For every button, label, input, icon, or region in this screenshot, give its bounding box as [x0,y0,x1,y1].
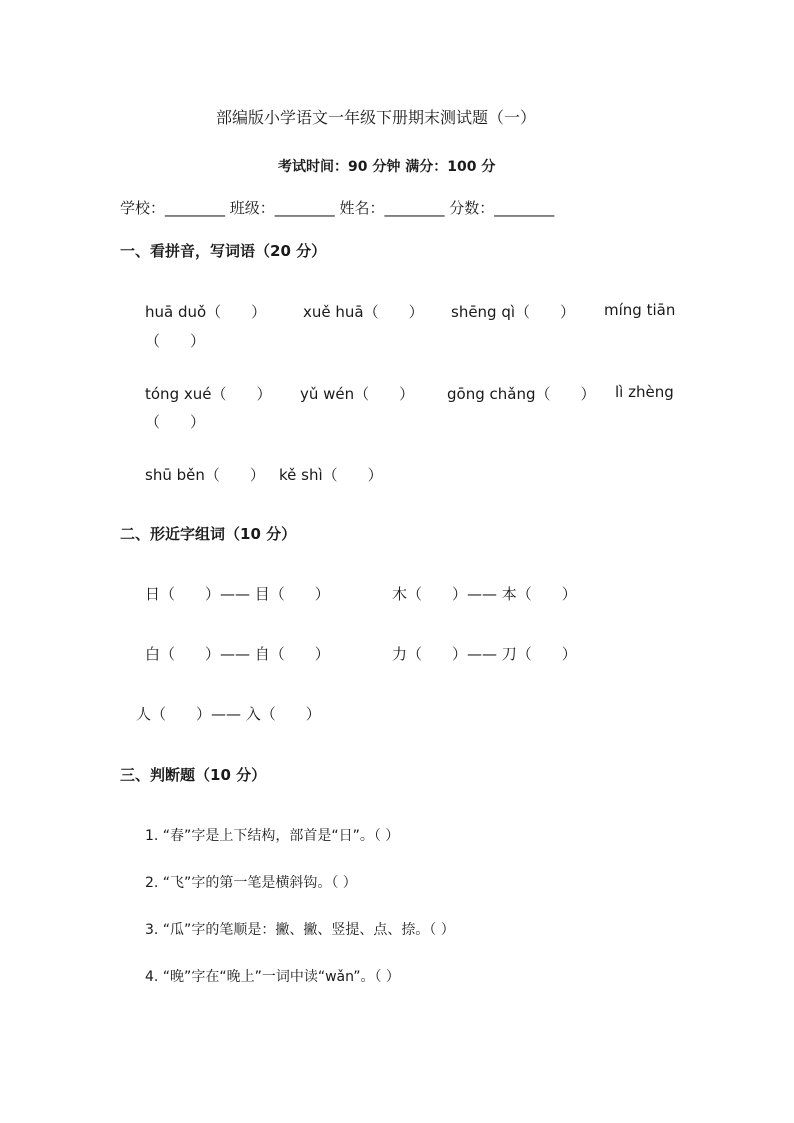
section3-heading: 三、判断题（10 分） [120,766,267,784]
char-pair-3: 白（ ）—— 自（ ） [145,645,330,663]
student-info-line: 学校：________ 班级：________ 姓名：________ 分数：________ [120,199,555,217]
char-pair-1: 日（ ）—— 目（ ） [145,585,330,603]
char-pair-4: 力（ ）—— 刀（ ） [392,645,577,663]
pinyin-item-7: gōng chǎng（ ） [447,385,596,403]
judge-item-1: 1. “春”字是上下结构，部首是“日”。（ ） [145,828,400,844]
judge-item-4: 4. “晚”字在“晚上”一词中读“wǎn”。（ ） [145,969,400,985]
pinyin-item-1: huā duǒ（ ） [145,303,267,321]
section1-heading: 一、看拼音，写词语（20 分） [120,242,327,260]
pinyin-item-2: xuě huā（ ） [303,303,424,321]
pinyin-item-9: shū běn（ ） [145,466,265,484]
pinyin-item-5: tóng xué（ ） [145,385,272,403]
exam-subtitle: 考试时间：90 分钟 满分：100 分 [278,159,496,175]
judge-item-2: 2. “飞”字的第一笔是横斜钩。（ ） [145,875,357,891]
pinyin-item-8-blank: （ ） [145,413,206,431]
char-pair-2: 木（ ）—— 本（ ） [392,585,577,603]
pinyin-item-6: yǔ wén（ ） [300,385,415,403]
char-pair-5: 人（ ）—— 入（ ） [136,705,321,723]
pinyin-item-4-blank: （ ） [145,332,206,350]
pinyin-item-4: míng tiān [604,301,676,319]
page-title: 部编版小学语文一年级下册期末测试题（一） [216,108,537,127]
judge-item-3: 3. “瓜”字的笔顺是：撇、撇、竖提、点、捺。（ ） [145,922,455,938]
pinyin-item-10: kě shì（ ） [279,466,383,484]
pinyin-item-3: shēng qì（ ） [451,303,576,321]
pinyin-item-8: lì zhèng [615,383,674,401]
section2-heading: 二、形近字组词（10 分） [120,525,297,543]
